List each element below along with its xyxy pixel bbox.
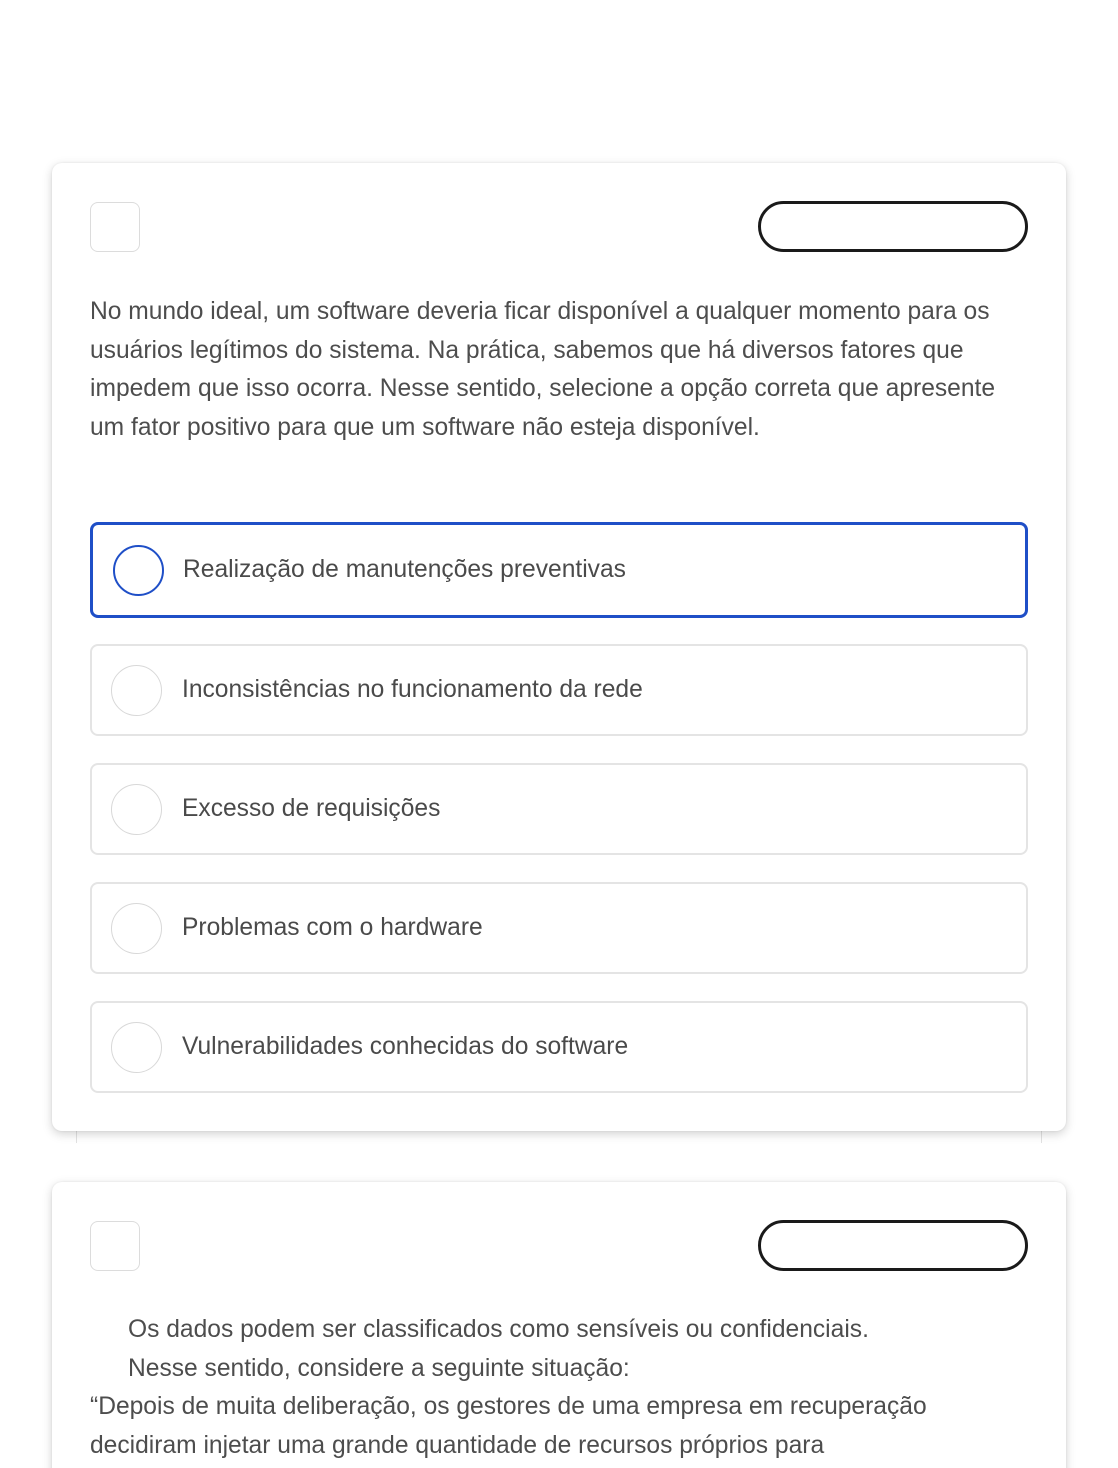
question-mark-checkbox[interactable]: [90, 1221, 140, 1271]
question-text: No mundo ideal, um software deveria ficar disponível a qualquer momento para os usuários legítimos do sistema. Na prática, sabemos que há diversos fatores que impedem que isso ocorra. Nesse sentido, selecione a opção correta que apresente um fator positivo para que um software não esteja disponível.: [90, 298, 996, 441]
answer-option-label: Vulnerabilidades conhecidas do software: [182, 1033, 629, 1060]
answer-option-d[interactable]: [90, 882, 1028, 974]
question-text: [90, 1311, 1036, 1465]
question-quote: “Depois de muita deliberação, os gestores de uma empresa em recuperação decidiram injetar uma grande quantidade de recursos próprios para: [90, 1393, 927, 1459]
question-paragraph: Nesse sentido, considere a seguinte situação:: [128, 1354, 630, 1382]
answer-option-e[interactable]: [90, 1001, 1028, 1093]
radio-button[interactable]: [111, 903, 162, 954]
answer-option-label: Problemas com o hardware: [182, 914, 483, 941]
question-header: [90, 201, 1028, 253]
answer-option-label: Excesso de requisições: [182, 795, 441, 822]
question-card-2: [52, 1182, 1066, 1468]
card-stack-edge-right: [1041, 1131, 1042, 1143]
answer-options: [90, 522, 1028, 1120]
answer-option-label: Realização de manutenções preventivas: [183, 556, 626, 583]
question-status-pill[interactable]: [758, 201, 1028, 252]
radio-button[interactable]: [111, 665, 162, 716]
radio-button[interactable]: [111, 1022, 162, 1073]
answer-option-a[interactable]: [90, 522, 1028, 618]
answer-option-label: Inconsistências no funcionamento da rede: [182, 676, 643, 703]
radio-button[interactable]: [113, 545, 164, 596]
card-stack-edge-left: [76, 1131, 77, 1143]
radio-button[interactable]: [111, 784, 162, 835]
question-card-1: [52, 163, 1066, 1131]
question-status-pill[interactable]: [758, 1220, 1028, 1271]
answer-option-c[interactable]: [90, 763, 1028, 855]
question-mark-checkbox[interactable]: [90, 202, 140, 252]
question-paragraph: Os dados podem ser classificados como sensíveis ou confidenciais.: [128, 1316, 869, 1343]
answer-option-b[interactable]: [90, 644, 1028, 736]
question-header: [90, 1220, 1028, 1272]
